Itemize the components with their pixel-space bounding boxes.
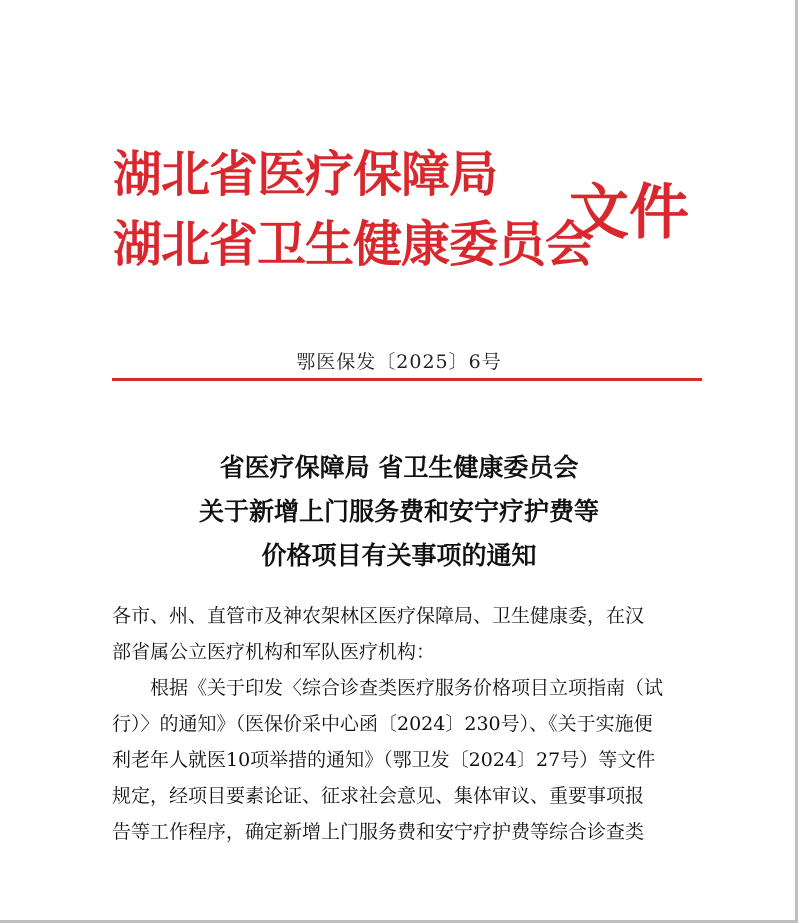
body-line: 各市、州、直管市及神农架林区医疗保障局、卫生健康委，在汉: [112, 605, 645, 627]
document-number: 鄂医保发〔2025〕6号: [296, 351, 502, 373]
body-line: 规定，经项目要素论证、征求社会意见、集体审议、重要事项报: [112, 785, 645, 807]
body-line: 行）〉的通知》（医保价采中心函〔2024〕230号）、《关于实施便: [112, 713, 653, 735]
body-line: 告等工作程序，确定新增上门服务费和安宁疗护费等综合诊查类: [112, 821, 645, 843]
red-divider: [112, 378, 702, 381]
body-text: [112, 598, 712, 850]
masthead-issuer-2: 湖北省卫生健康委员会: [113, 215, 594, 273]
masthead-suffix: 文件: [569, 178, 689, 248]
masthead-issuer-1: 湖北省医疗保障局: [113, 145, 498, 203]
title-line-1: 省医疗保障局 省卫生健康委员会: [219, 453, 579, 482]
body-line: 利老年人就医10项举措的通知》（鄂卫发〔2024〕27号）等文件: [112, 749, 656, 771]
body-line: 根据《关于印发〈综合诊查类医疗服务价格项目立项指南（试: [150, 677, 664, 699]
masthead: [113, 138, 693, 288]
body-line: 部省属公立医疗机构和军队医疗机构：: [112, 641, 436, 663]
title-line-2: 关于新增上门服务费和安宁疗护费等: [198, 497, 599, 526]
document-title: [0, 446, 798, 578]
title-line-3: 价格项目有关事项的通知: [261, 541, 537, 570]
